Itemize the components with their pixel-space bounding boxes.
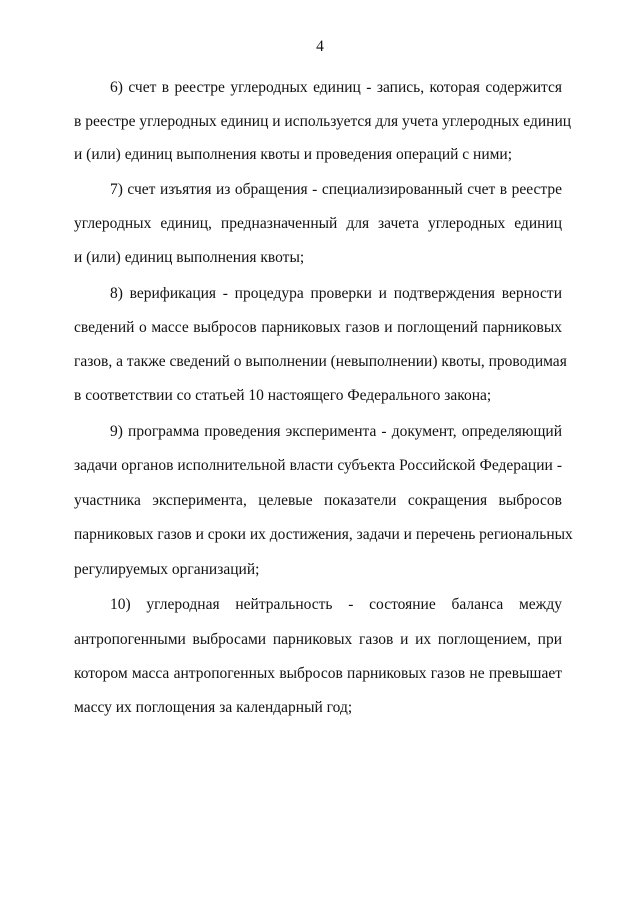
paragraph-8-line-3: газов, а также сведений о выполнении (невыполнении) квоты, проводимая [74, 353, 567, 370]
paragraph-9-line-2: задачи органов исполнительной власти субъекта Российской Федерации - [74, 457, 562, 474]
paragraph-9-line-1: 9) программа проведения эксперимента - документ, определяющий [110, 423, 562, 440]
paragraph-7-line-1: 7) счет изъятия из обращения - специализированный счет в реестре [110, 181, 562, 198]
paragraph-8-line-2: сведений о массе выбросов парниковых газов и поглощений парниковых [74, 319, 562, 336]
page-number: 4 [316, 38, 324, 55]
paragraph-6-line-3: и (или) единиц выполнения квоты и проведения операций с ними; [74, 146, 513, 163]
paragraph-9-line-4: парниковых газов и сроки их достижения, задачи и перечень региональных [74, 526, 573, 543]
paragraph-6-line-1: 6) счет в реестре углеродных единиц - запись, которая содержится [110, 79, 562, 96]
paragraph-10-line-2: антропогенными выбросами парниковых газов и их поглощением, при [74, 631, 562, 648]
paragraph-7-line-3: и (или) единиц выполнения квоты; [74, 249, 305, 266]
paragraph-10-line-4: массу их поглощения за календарный год; [74, 699, 353, 716]
paragraph-9-line-3: участника эксперимента, целевые показатели сокращения выбросов [74, 492, 562, 509]
paragraph-6-line-2: в реестре углеродных единиц и используется для учета углеродных единиц [74, 113, 572, 130]
paragraph-7-line-2: углеродных единиц, предназначенный для зачета углеродных единиц [74, 215, 562, 232]
paragraph-8-line-4: в соответствии со статьей 10 настоящего Федерального закона; [74, 387, 492, 404]
paragraph-10-line-1: 10) углеродная нейтральность - состояние баланса между [110, 596, 562, 613]
paragraph-10-line-3: котором масса антропогенных выбросов парниковых газов не превышает [74, 665, 562, 682]
paragraph-8-line-1: 8) верификация - процедура проверки и подтверждения верности [110, 285, 562, 302]
paragraph-9-line-5: регулируемых организаций; [74, 561, 260, 578]
